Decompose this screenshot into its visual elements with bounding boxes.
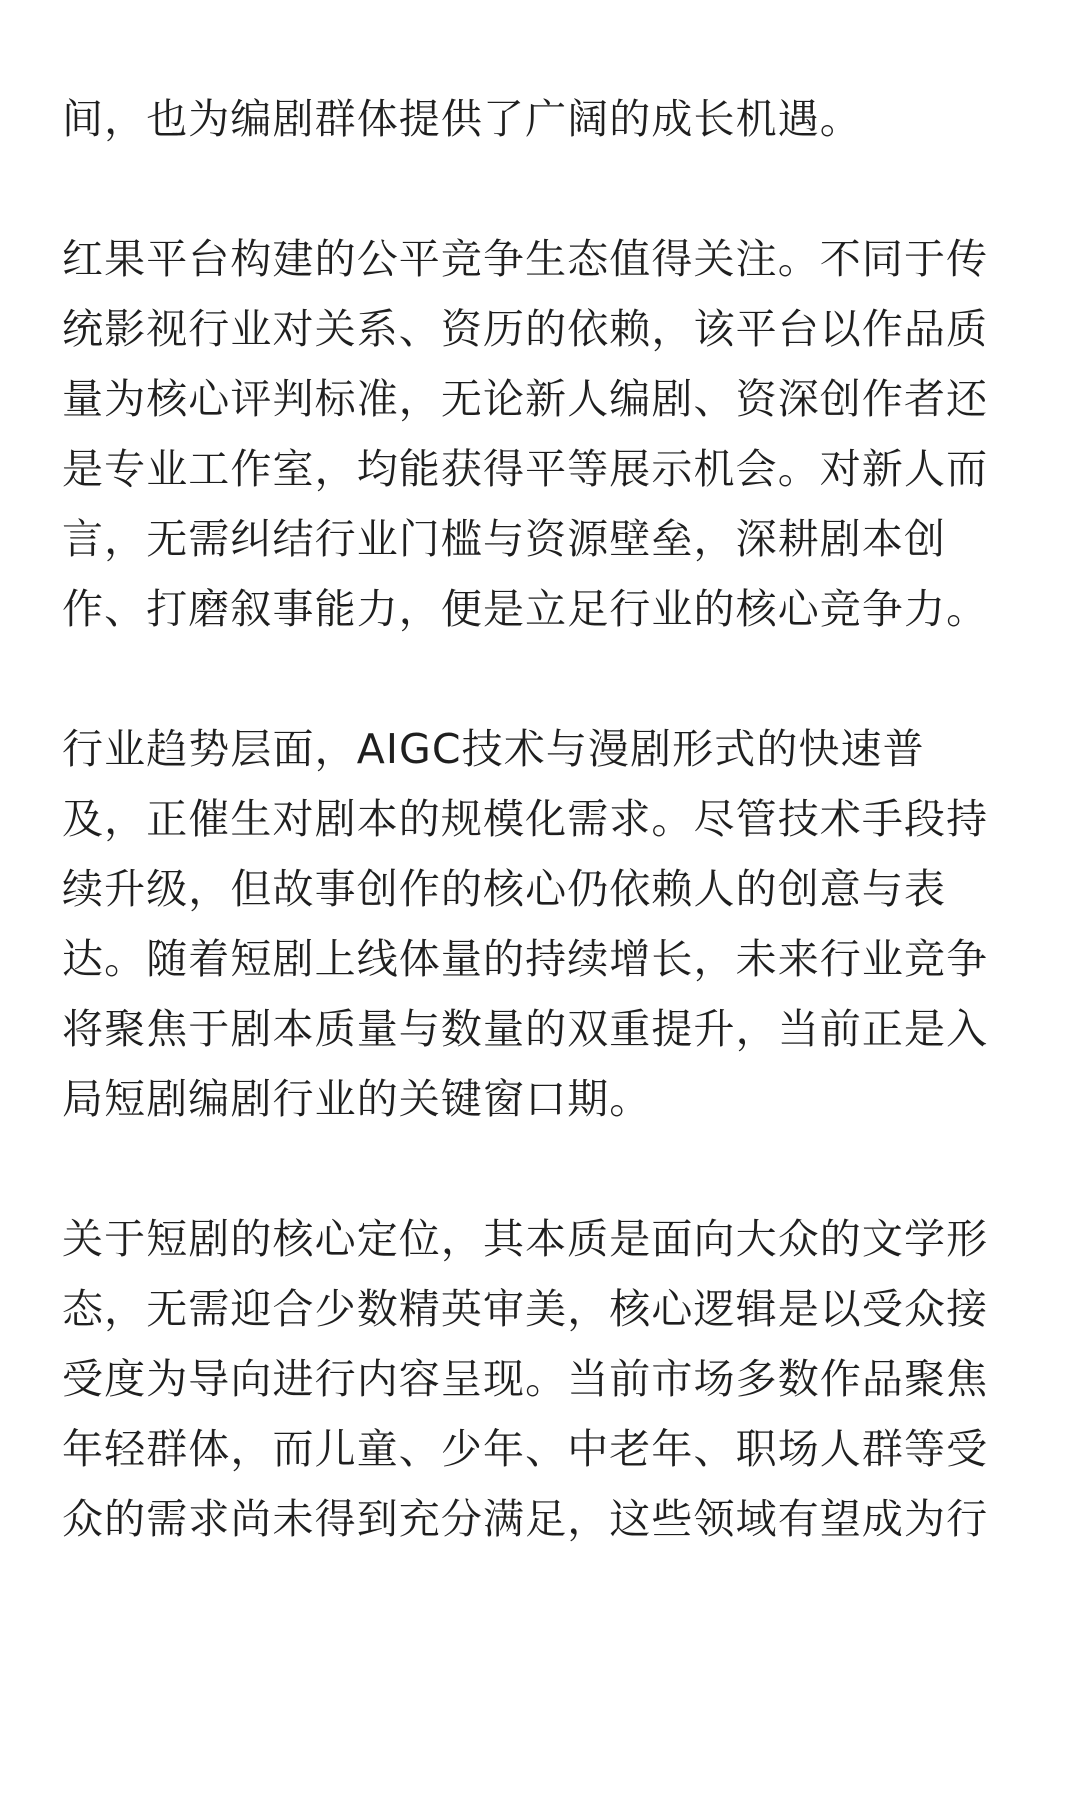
text-line: 将聚焦于剧本质量与数量的双重提升，当前正是入 (62, 1005, 989, 1053)
text-line: 间，也为编剧群体提供了广阔的成长机遇。 (62, 95, 862, 143)
text-line: 行业趋势层面，AIGC技术与漫剧形式的快速普 (62, 725, 925, 773)
text-line: 及，正催生对剧本的规模化需求。尽管技术手段持 (62, 795, 989, 843)
text-line: 续升级，但故事创作的核心仍依赖人的创意与表 (62, 865, 947, 913)
text-line: 言，无需纠结行业门槛与资源壁垒，深耕剧本创 (62, 515, 947, 563)
text-line: 统影视行业对关系、资历的依赖，该平台以作品质 (62, 305, 989, 353)
text-line: 量为核心评判标准，无论新人编剧、资深创作者还 (62, 375, 989, 423)
paragraph-3 (62, 714, 1022, 1134)
text-line: 众的需求尚未得到充分满足，这些领域有望成为行 (62, 1495, 989, 1543)
paragraph-4 (62, 1204, 1022, 1554)
text-line: 年轻群体，而儿童、少年、中老年、职场人群等受 (62, 1425, 989, 1473)
article-body (62, 84, 1022, 1554)
paragraph-2 (62, 224, 1022, 644)
text-line: 受度为导向进行内容呈现。当前市场多数作品聚焦 (62, 1355, 989, 1403)
text-line: 局短剧编剧行业的关键窗口期。 (62, 1075, 652, 1123)
text-line: 态，无需迎合少数精英审美，核心逻辑是以受众接 (62, 1285, 989, 1333)
text-line: 红果平台构建的公平竞争生态值得关注。不同于传 (62, 235, 989, 283)
text-line: 作、打磨叙事能力，便是立足行业的核心竞争力。 (62, 585, 989, 633)
text-line: 是专业工作室，均能获得平等展示机会。对新人而 (62, 445, 989, 493)
paragraph-1 (62, 84, 1022, 154)
text-line: 关于短剧的核心定位，其本质是面向大众的文学形 (62, 1215, 989, 1263)
text-line: 达。随着短剧上线体量的持续增长，未来行业竞争 (62, 935, 989, 983)
